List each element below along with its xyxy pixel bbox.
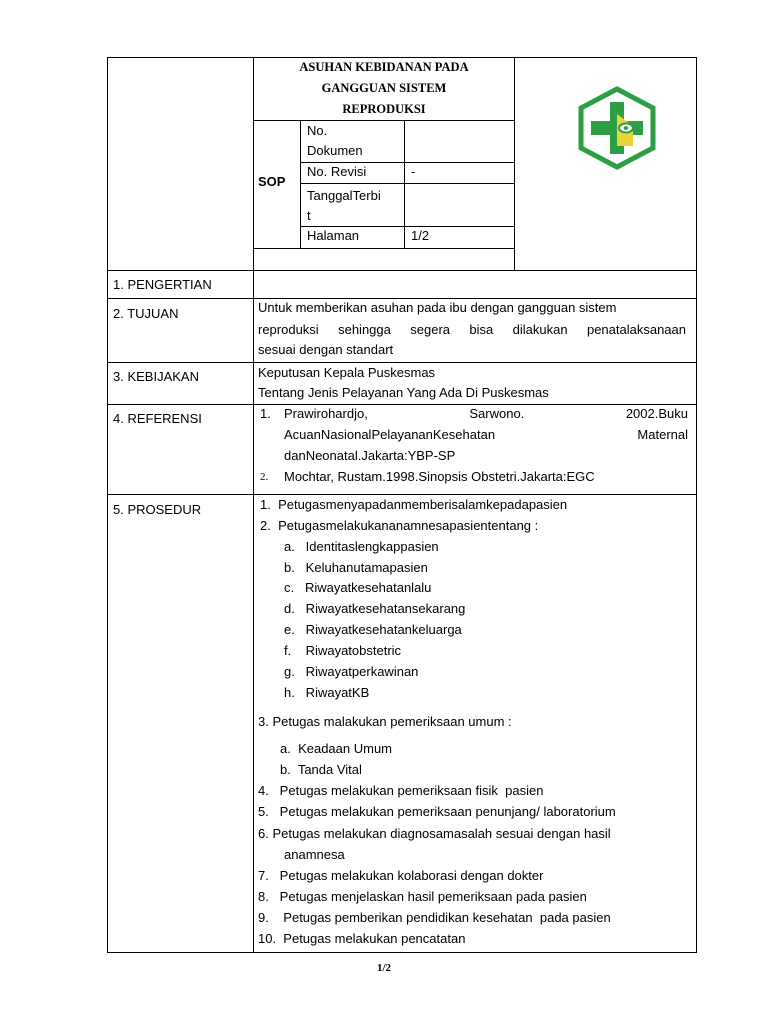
referensi-item-1-number: 1. xyxy=(260,406,271,421)
prosedur-item-6-text: 6. Petugas melakukan diagnosamasalah sesuai dengan hasil xyxy=(258,826,611,841)
prosedur-line: a. Keadaan Umum xyxy=(280,741,393,756)
prosedur-line: g. Riwayatperkawinan xyxy=(284,664,419,679)
row-divider-tujuan xyxy=(107,362,697,363)
prosedur-line: b. Keluhanutamapasien xyxy=(284,560,428,575)
row-divider-pengertian xyxy=(107,298,697,299)
referensi-item-2-text: Mochtar, Rustam.1998.Sinopsis Obstetri.Jakarta:EGC xyxy=(284,469,595,484)
meta-value-halaman: 1/2 xyxy=(411,228,430,243)
section-label-kebijakan: 3. KEBIJAKAN xyxy=(113,369,199,384)
prosedur-item-6-line-2: anamnesa xyxy=(284,847,345,862)
prosedur-line: 1. Petugasmenyapadanmemberisalamkepadapasien xyxy=(260,497,568,512)
section-label-pengertian: 1. PENGERTIAN xyxy=(113,277,212,292)
sop-label: SOP xyxy=(258,174,286,189)
document-title: ASUHAN KEBIDANAN PADA GANGGUAN SISTEM REPRODUKSI xyxy=(299,60,469,116)
prosedur-line: 10. Petugas melakukan pencatatan xyxy=(258,931,466,946)
table-border-left xyxy=(107,57,108,953)
page-number: 1/2 xyxy=(376,962,392,974)
referensi-item-2-number: 2. xyxy=(260,471,269,483)
header-logo-divider xyxy=(514,57,515,270)
meta-row-divider-1 xyxy=(300,162,514,163)
section-label-prosedur: 5. PROSEDUR xyxy=(113,502,202,517)
meta-label-halaman: Halaman xyxy=(307,228,360,243)
meta-value-no-revisi: - xyxy=(411,164,416,179)
prosedur-line: b. Tanda Vital xyxy=(280,762,362,777)
prosedur-line: 5. Petugas melakukan pemeriksaan penunjang/ laboratorium xyxy=(258,804,616,819)
prosedur-line: h. RiwayatKB xyxy=(284,685,370,700)
referensi-item-1-line-2: AcuanNasionalPelayananKesehatan Maternal xyxy=(284,427,688,442)
prosedur-line: 3. Petugas malakukan pemeriksaan umum : xyxy=(258,714,512,729)
meta-value-divider xyxy=(404,120,405,248)
table-column-divider xyxy=(253,57,254,953)
prosedur-line: 7. Petugas melakukan kolaborasi dengan dokter xyxy=(258,868,544,883)
prosedur-line: f. Riwayatobstetric xyxy=(284,643,402,658)
table-border-right xyxy=(696,57,697,953)
meta-label-no-revisi: No. Revisi xyxy=(307,164,367,179)
sop-divider xyxy=(300,120,301,248)
prosedur-line: d. Riwayatkesehatansekarang xyxy=(284,601,466,616)
prosedur-line: a. Identitaslengkappasien xyxy=(284,539,439,554)
prosedur-item-6-line-1 xyxy=(258,826,688,841)
table-border-bottom xyxy=(107,952,697,953)
prosedur-line: 9. Petugas pemberikan pendidikan kesehatan pada pasien xyxy=(258,910,611,925)
kebijakan-line-2: Tentang Jenis Pelayanan Yang Ada Di Puskesmas xyxy=(258,385,549,400)
title-bottom-border xyxy=(253,120,514,121)
kebijakan-line-1: Keputusan Kepala Puskesmas xyxy=(258,365,436,380)
row-divider-referensi xyxy=(107,494,697,495)
puskesmas-cross-logo-icon xyxy=(575,86,659,170)
section-label-tujuan: 2. TUJUAN xyxy=(113,306,179,321)
prosedur-line: 2. Petugasmelakukananamnesapasiententang : xyxy=(260,518,539,533)
row-divider-kebijakan xyxy=(107,404,697,405)
meta-bottom-border xyxy=(253,248,514,249)
prosedur-line: e. Riwayatkesehatankeluarga xyxy=(284,622,462,637)
meta-row-divider-3 xyxy=(300,226,514,227)
referensi-item-1-line-1: Prawirohardjo, Sarwono. 2002.Buku xyxy=(284,406,688,421)
referensi-item-1-line-3: danNeonatal.Jakarta:YBP-SP xyxy=(284,448,456,463)
prosedur-line: 8. Petugas menjelaskan hasil pemeriksaan pada pasien xyxy=(258,889,587,904)
header-bottom-border xyxy=(107,270,697,271)
section-label-referensi: 4. REFERENSI xyxy=(113,411,202,426)
meta-label-tanggal-terbit: TanggalTerbi t xyxy=(307,188,381,223)
prosedur-line: c. Riwayatkesehatanlalu xyxy=(284,580,432,595)
meta-label-no-dokumen: No. Dokumen xyxy=(307,123,363,158)
meta-row-divider-2 xyxy=(300,183,514,184)
prosedur-line: 4. Petugas melakukan pemeriksaan fisik pasien xyxy=(258,783,544,798)
